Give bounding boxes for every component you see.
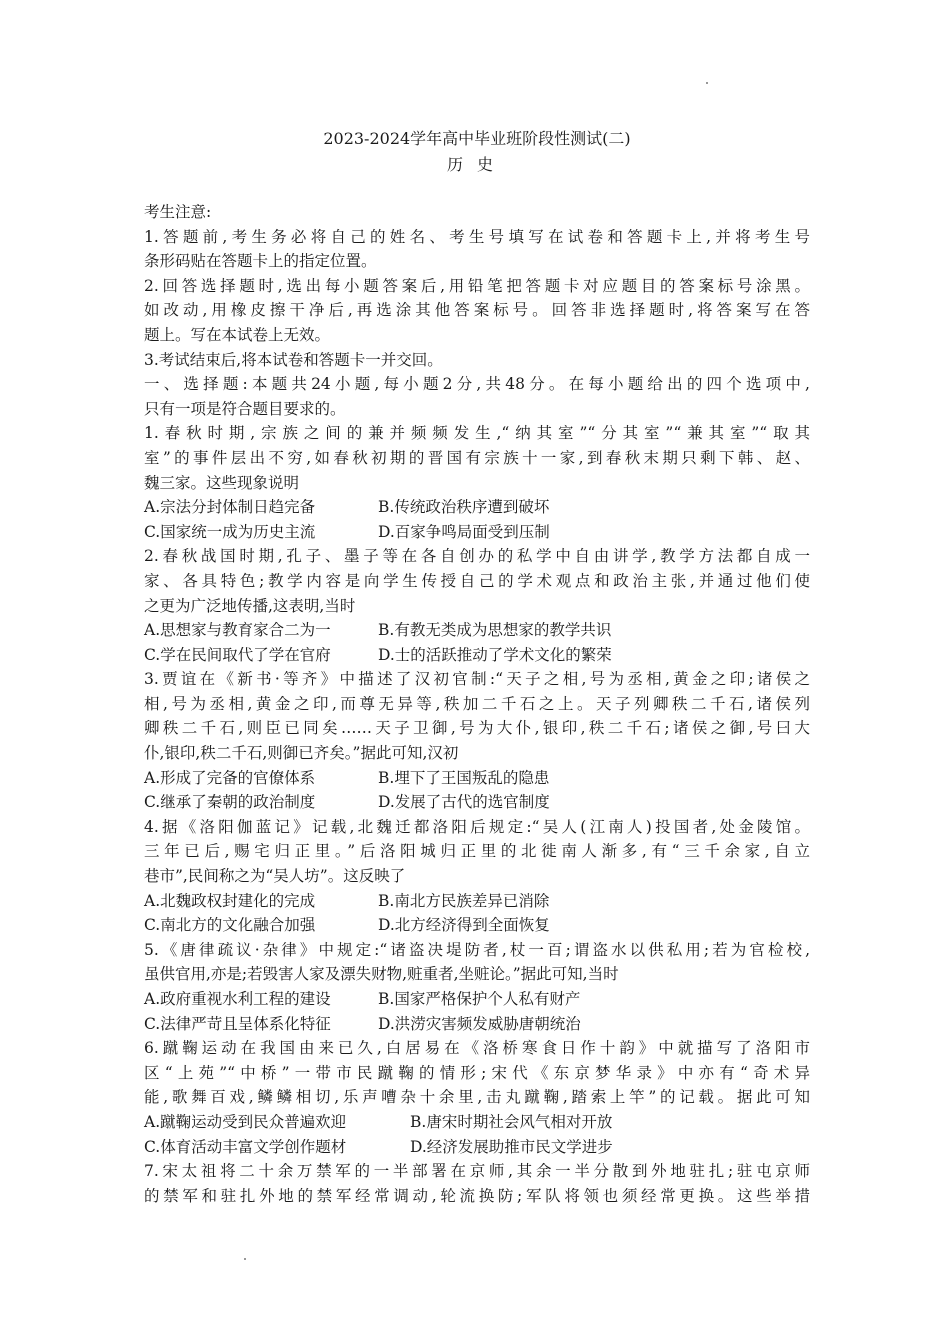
option-b[interactable]: B.南北方民族差异已消除: [378, 891, 550, 910]
question-5: [144, 938, 810, 1036]
exam-page: [144, 126, 810, 1208]
section-heading: [144, 372, 810, 421]
option-row: [144, 520, 810, 545]
question-text: 5.《唐律疏议·杂律》中规定:“诸盗决堤防者,杖一百;谓盗水以供私用;若为官检校,: [144, 940, 810, 959]
notice-block: [144, 200, 810, 372]
option-row: [144, 913, 810, 938]
question-1: [144, 421, 810, 544]
question-text: 仆,银印,秩二千石,则御已齐矣。”据此可知,汉初: [144, 744, 459, 763]
option-row: [144, 1012, 810, 1037]
option-row: [144, 790, 810, 815]
option-row: [144, 1135, 810, 1160]
question-text: 区“上苑”“中桥”一带市民蹴鞠的情形;宋代《东京梦华录》中亦有“奇术异: [144, 1063, 810, 1082]
section-line: 只有一项是符合题目要求的。: [144, 399, 346, 418]
option-b[interactable]: B.有教无类成为思想家的教学共识: [378, 621, 612, 640]
option-c[interactable]: C.法律严苛且呈体系化特征: [144, 1014, 331, 1033]
option-b[interactable]: B.埋下了王国叛乱的隐患: [378, 768, 550, 787]
question-text: 室”的事件层出不穷,如春秋初期的晋国有宗族十一家,到春秋末期只剩下韩、赵、: [144, 448, 810, 467]
option-row: [144, 1110, 810, 1135]
question-text: 能,歌舞百戏,鳞鳞相切,乐声嘈杂十余里,击丸蹴鞠,踏索上竿”的记载。据此可知: [144, 1088, 810, 1107]
option-c[interactable]: C.南北方的文化融合加强: [144, 916, 316, 935]
question-text: 虽供官用,亦是;若毁害人家及漂失财物,赃重者,坐赃论。”据此可知,当时: [144, 965, 619, 984]
option-a[interactable]: A.形成了完备的官僚体系: [144, 768, 316, 787]
notice-line: 条形码贴在答题卡上的指定位置。: [144, 252, 377, 271]
option-c[interactable]: C.继承了秦朝的政治制度: [144, 793, 316, 812]
question-text: 6.蹴鞠运动在我国由来已久,白居易在《洛桥寒食日作十韵》中就描写了洛阳市: [144, 1039, 810, 1058]
question-4: [144, 815, 810, 938]
option-row: [144, 889, 810, 914]
question-text: 巷市”,民间称之为“吴人坊”。这反映了: [144, 867, 406, 886]
notice-line: 如改动,用橡皮擦干净后,再选涂其他答案标号。回答非选择题时,将答案写在答: [144, 301, 810, 320]
option-row: [144, 495, 810, 520]
option-d[interactable]: D.百家争鸣局面受到压制: [378, 522, 550, 541]
notice-line: 2.回答选择题时,选出每小题答案后,用铅笔把答题卡对应题目的答案标号涂黑。: [144, 276, 810, 295]
question-text: 3.贾谊在《新书·等齐》中描述了汉初官制:“天子之相,号为丞相,黄金之印;诸侯之: [144, 670, 810, 689]
question-text: 卿秩二千石,则臣已同矣……天子卫御,号为大仆,银印,秩二千石;诸侯之御,号曰大: [144, 719, 810, 738]
option-c[interactable]: C.学在民间取代了学在官府: [144, 645, 331, 664]
option-row: [144, 618, 810, 643]
question-text: 1.春秋时期,宗族之间的兼并频频发生,“纳其室”“分其室”“兼其室”“取其: [144, 424, 810, 443]
option-row: [144, 766, 810, 791]
option-d[interactable]: D.经济发展助推市民文学进步: [410, 1137, 613, 1156]
section-line: 一、选择题:本题共24小题,每小题2分,共48分。在每小题给出的四个选项中,: [144, 375, 810, 394]
notice-heading: 考生注意:: [144, 203, 212, 221]
option-b[interactable]: B.唐宋时期社会风气相对开放: [410, 1112, 613, 1131]
question-3: [144, 667, 810, 815]
option-row: [144, 987, 810, 1012]
notice-line: 题上。写在本试卷上无效。: [144, 325, 331, 344]
question-text: 的禁军和驻扎外地的禁军经常调动,轮流换防;军队将领也须经常更换。这些举措: [144, 1186, 810, 1205]
question-text: 家、各具特色;教学内容是向学生传授自己的学术观点和政治主张,并通过他们使: [144, 571, 810, 590]
notice-line: 3.考试结束后,将本试卷和答题卡一并交回。: [144, 350, 443, 369]
option-d[interactable]: D.士的活跃推动了学术文化的繁荣: [378, 645, 612, 664]
question-text: 7.宋太祖将二十余万禁军的一半部署在京师,其余一半分散到外地驻扎;驻屯京师: [144, 1162, 810, 1181]
option-d[interactable]: D.发展了古代的选官制度: [378, 793, 550, 812]
exam-subject: 历史: [446, 155, 507, 174]
question-text: 之更为广泛地传播,这表明,当时: [144, 596, 356, 615]
option-b[interactable]: B.传统政治秩序遭到破坏: [378, 498, 550, 517]
option-a[interactable]: A.宗法分封体制日趋完备: [144, 498, 316, 517]
question-text: 4.据《洛阳伽蓝记》记载,北魏迁都洛阳后规定:“吴人(江南人)投国者,处金陵馆。: [144, 817, 810, 836]
option-a[interactable]: A.政府重视水利工程的建设: [144, 990, 331, 1008]
option-b[interactable]: B.国家严格保护个人私有财产: [378, 990, 581, 1008]
notice-line: 1.答题前,考生务必将自己的姓名、考生号填写在试卷和答题卡上,并将考生号: [144, 227, 810, 246]
question-6: [144, 1036, 810, 1159]
scan-speck: [244, 1258, 246, 1260]
option-c[interactable]: C.体育活动丰富文学创作题材: [144, 1137, 347, 1156]
scan-speck: [706, 82, 708, 84]
exam-title: 2023-2024学年高中毕业班阶段性测试(二): [323, 129, 631, 148]
question-text: 三年已后,赐宅归正里。”后洛阳城归正里的北徙南人渐多,有“三千余家,自立: [144, 842, 810, 861]
option-a[interactable]: A.北魏政权封建化的完成: [144, 891, 316, 910]
option-c[interactable]: C.国家统一成为历史主流: [144, 522, 316, 541]
option-a[interactable]: A.思想家与教育家合二为一: [144, 621, 331, 640]
option-a[interactable]: A.蹴鞠运动受到民众普遍欢迎: [144, 1112, 347, 1131]
option-d[interactable]: D.北方经济得到全面恢复: [378, 916, 550, 935]
option-row: [144, 643, 810, 668]
question-7: [144, 1159, 810, 1208]
question-text: 2.春秋战国时期,孔子、墨子等在各自创办的私学中自由讲学,教学方法都自成一: [144, 547, 810, 566]
question-2: [144, 544, 810, 667]
question-text: 魏三家。这些现象说明: [144, 473, 300, 492]
option-d[interactable]: D.洪涝灾害频发威胁唐朝统治: [378, 1014, 581, 1033]
question-text: 相,号为丞相,黄金之印,而尊无异等,秩加二千石之上。天子列卿秩二千石,诸侯列: [144, 694, 810, 713]
